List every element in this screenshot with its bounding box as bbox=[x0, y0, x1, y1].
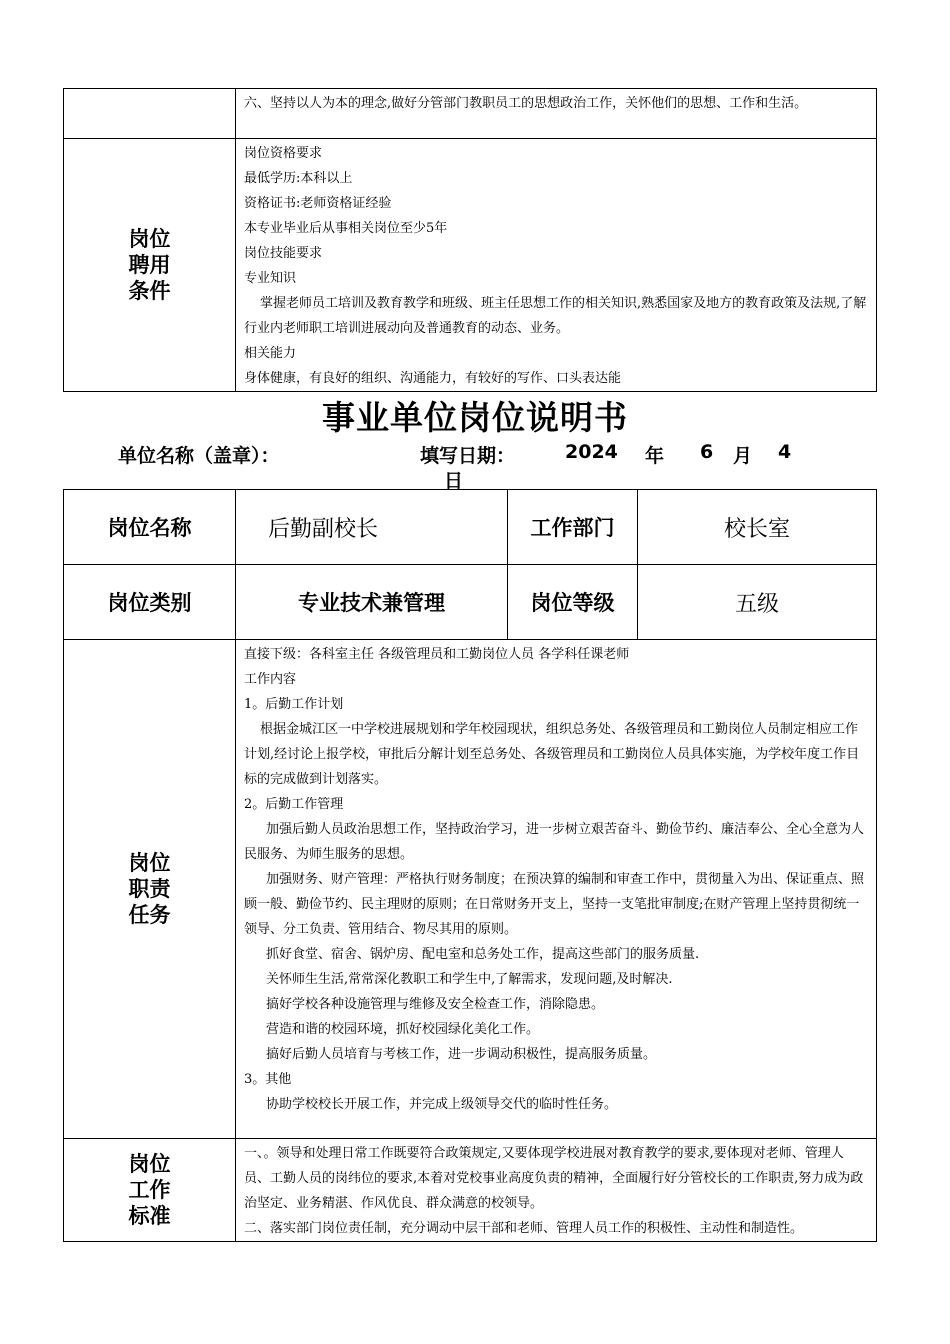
text-line: 根据金城江区一中学校进展规划和学年校园现状，组织总务处、各级管理员和工勤岗位人员制定相应工作计划,经讨论上报学校，审批后分解计划至总务处、各级管理员和工勤岗位人员具体实施，为学校年度工作目标的完成做到计划落实。 bbox=[244, 722, 860, 787]
empty-label-cell bbox=[64, 89, 236, 139]
position-name-value: 后勤副校长 bbox=[236, 490, 508, 565]
text-line: 资格证书:老师资格证经验 bbox=[244, 196, 392, 211]
category-value: 专业技术兼管理 bbox=[236, 565, 508, 640]
text-line: 本专业毕业后从事相关岗位至少5年 bbox=[244, 221, 448, 236]
duties-content bbox=[236, 640, 877, 1139]
text-line: 加强财务、财产管理：严格执行财务制度；在预决算的编制和审查工作中，贯彻量入为出、保证重点、照顾一般、勤俭节约、民主理财的原则；在日常财务开支上，坚持一支笔批审制度;在财产管理上坚持贯彻统一领导、分工负责、管用结合、物尽其用的原则。 bbox=[244, 872, 865, 937]
duties-label: 岗位 职责 任务 bbox=[64, 640, 236, 1139]
text-line: 直接下级：各科室主任 各级管理员和工勤岗位人员 各学科任课老师 bbox=[244, 647, 630, 662]
date-year-unit: 年 bbox=[645, 445, 665, 467]
date-year: 2024 bbox=[565, 441, 618, 463]
text-line: 抓好食堂、宿舍、锅炉房、配电室和总务处工作，提高这些部门的服务质量. bbox=[266, 947, 700, 962]
text-line: 掌握老师员工培训及教育教学和班级、班主任思想工作的相关知识,熟悉国家及地方的教育政策及法规,了解行业内老师职工培训进展动向及普通教育的动态、业务。 bbox=[244, 296, 867, 336]
position-name-label: 岗位名称 bbox=[64, 490, 236, 565]
text-line: 2。后勤工作管理 bbox=[244, 797, 344, 812]
department-value: 校长室 bbox=[638, 490, 877, 565]
duty-six-cell bbox=[236, 89, 877, 139]
text-line: 专业知识 bbox=[244, 271, 297, 286]
category-label: 岗位类别 bbox=[64, 565, 236, 640]
hiring-conditions-label: 岗位 聘用 条件 bbox=[64, 139, 236, 392]
duties-table bbox=[63, 639, 877, 1242]
text-line: 身体健康，有良好的组织、沟通能力，有较好的写作、口头表达能 bbox=[244, 371, 622, 386]
standards-content bbox=[236, 1139, 877, 1242]
date-day-unit: 日 bbox=[444, 470, 464, 492]
text-line: 最低学历:本科以上 bbox=[244, 171, 353, 186]
date-month: 6 bbox=[700, 441, 714, 463]
date-day: 4 bbox=[778, 441, 792, 463]
grade-label: 岗位等级 bbox=[508, 565, 638, 640]
text-line: 工作内容 bbox=[244, 672, 297, 687]
text-line: 搞好后勤人员培育与考核工作，进一步调动积极性，提高服务质量。 bbox=[266, 1047, 657, 1062]
hiring-conditions-content bbox=[236, 139, 877, 392]
text-line: 相关能力 bbox=[244, 346, 297, 361]
document-title: 事业单位岗位说明书 bbox=[322, 398, 628, 437]
date-month-unit: 月 bbox=[733, 445, 753, 467]
duty-six-text: 六、坚持以人为本的理念,做好分管部门教职员工的思想政治工作，关怀他们的思想、工作和生活。 bbox=[244, 96, 808, 111]
position-info-table bbox=[63, 489, 877, 640]
fill-date-label: 填写日期： bbox=[420, 445, 516, 467]
text-line: 二、落实部门岗位责任制，充分调动中层干部和老师、管理人员工作的积极性、主动性和制造性。 bbox=[244, 1221, 804, 1236]
text-line: 搞好学校各种设施管理与维修及安全检查工作，消除隐患。 bbox=[266, 997, 605, 1012]
grade-value: 五级 bbox=[638, 565, 877, 640]
standards-label: 岗位 工作 标准 bbox=[64, 1139, 236, 1242]
text-line: 1。后勤工作计划 bbox=[244, 697, 344, 712]
continuation-table bbox=[63, 88, 877, 392]
unit-name-label: 单位名称（盖章）： bbox=[118, 445, 280, 467]
text-line: 协助学校校长开展工作，并完成上级领导交代的临时性任务。 bbox=[266, 1097, 618, 1112]
text-line: 加强后勤人员政治思想工作，坚持政治学习，进一步树立艰苦奋斗、勤俭节约、廉洁奉公、全心全意为人民服务、为师生服务的思想。 bbox=[244, 822, 865, 862]
department-label: 工作部门 bbox=[508, 490, 638, 565]
text-line: 关怀师生生活,常常深化教职工和学生中,了解需求，发现问题,及时解决. bbox=[266, 972, 673, 987]
text-line: 岗位资格要求 bbox=[244, 146, 323, 161]
text-line: 3。其他 bbox=[244, 1072, 292, 1087]
text-line: 岗位技能要求 bbox=[244, 246, 323, 261]
text-line: 营造和谐的校园环境，抓好校园绿化美化工作。 bbox=[266, 1022, 540, 1037]
text-line: 一、。领导和处理日常工作既要符合政策规定,又要体现学校进展对教育教学的要求,要体现对老师、管理人员、工勤人员的岗纬位的要求,本着对党校事业高度负责的精神，全面履行好分管校长的工作职责,努力成为政治坚定、业务精湛、作风优良、群众满意的校领导。 bbox=[244, 1146, 864, 1211]
